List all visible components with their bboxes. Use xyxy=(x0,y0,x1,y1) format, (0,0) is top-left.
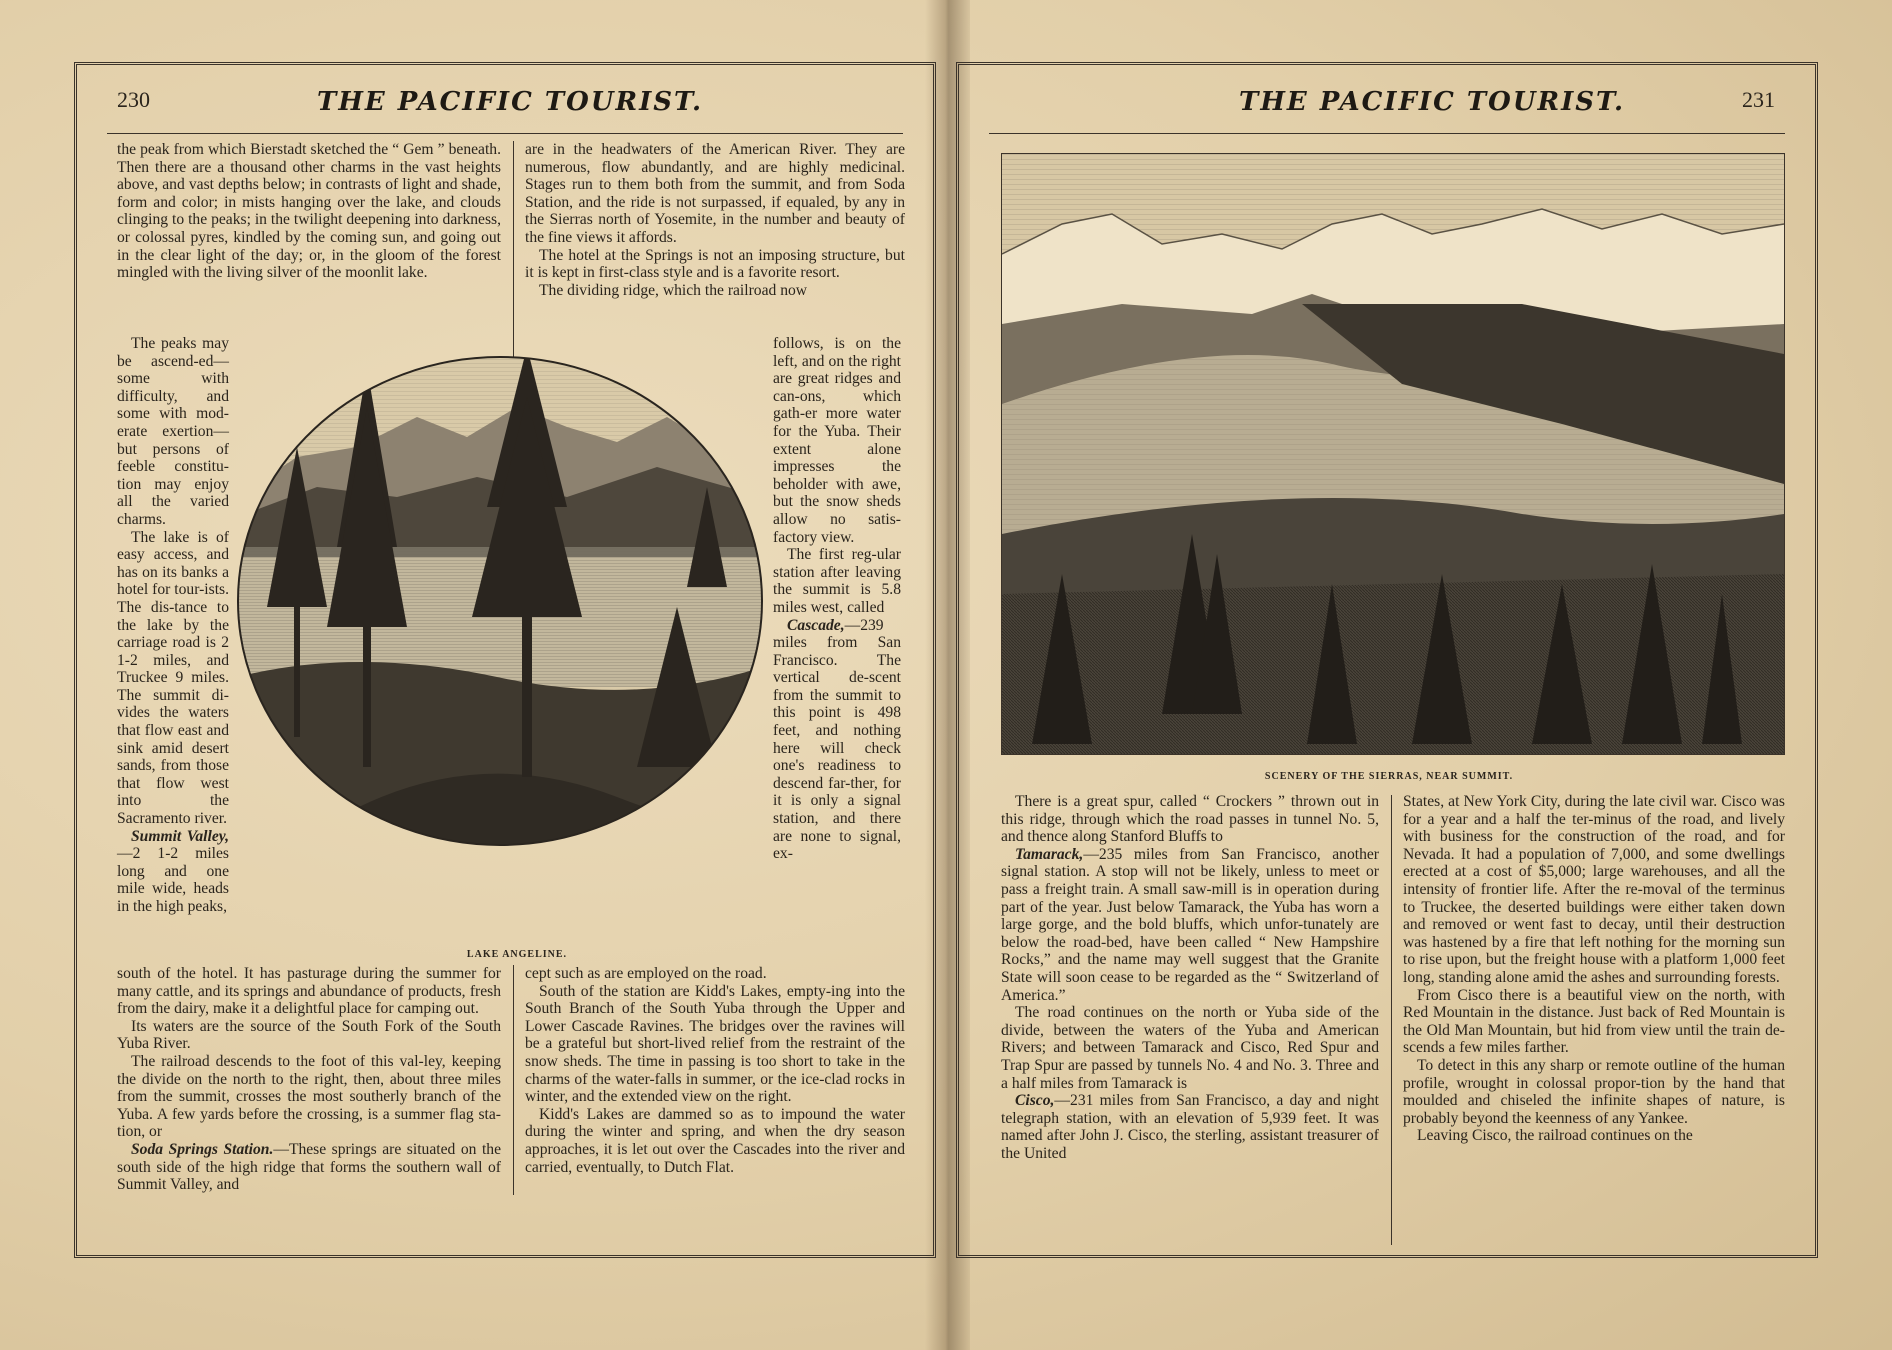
paragraph: The peaks may be ascend-ed—some with difficulty, and some with mod-erate exertion—but persons of feeble constitu-tion may enjoy all the varied charms. xyxy=(117,335,229,528)
column-1 xyxy=(1001,793,1379,1248)
station-heading: Tamarack, xyxy=(1015,845,1084,863)
running-title: THE PACIFIC TOURIST. xyxy=(317,87,704,117)
paragraph: The road continues on the north or Yuba side of the divide, between the waters of the Yuba and American Rivers; and between Tamarack and Cisco, Red Spur and Trap Spur are passed by tunnels No. 4 and No. 3. Three and a half miles from Tamarack is xyxy=(1001,1004,1379,1092)
column-1-top xyxy=(117,141,501,331)
paragraph: The first reg-ular station after leaving the summit is 5.8 miles west, called xyxy=(773,546,901,616)
paragraph: South of the station are Kidd's Lakes, empty-ing into the South Branch of the South Yuba through the Upper and Lower Cascade Ravines. The bridges over the ravines will be a grateful but short-lived relief from the restraint of the snow sheds. The time in passing is too short to take in the charms of the water-falls in summer, or the ice-clad rocks in winter, and the extended view on the right. xyxy=(525,982,905,1106)
page-number: 231 xyxy=(1742,87,1775,112)
header-rule xyxy=(107,133,903,134)
paragraph: the peak from which Bierstadt sketched the “ Gem ” beneath. Then there are a thousand other charms in the vast heights above, and vast depths below; in contrasts of light and shade, form and color; in mists hanging over the lake, and clouds clinging to the peaks; in the twilight deepening into darkness, or colossal pyres, kindled by the coming sun, and going out in the clear light of the day; or, in the gloom of the forest mingled with the living silver of the moonlit lake. xyxy=(117,141,501,282)
page-number: 230 xyxy=(117,87,150,112)
station-text: —231 miles from San Francisco, a day and night telegraph station, with an elevation of 5,939 feet. It was named after John J. Cisco, the sterling, assistant treasurer of the United xyxy=(1001,1092,1379,1162)
paragraph: Leaving Cisco, the railroad continues on the xyxy=(1417,1127,1693,1145)
paragraph: south of the hotel. It has pasturage during the summer for many cattle, and its springs and abundance of products, fresh from the dairy, make it a delightful place for camping out. xyxy=(117,965,501,1018)
narrow-column-left xyxy=(117,335,229,915)
paragraph: Kidd's Lakes are dammed so as to impound the water during the winter and spring, and when the dry season approaches, it is let out over the Cascades into the river and carried, eventually, to Dutch Flat. xyxy=(525,1105,905,1176)
column-1-bottom xyxy=(117,965,501,1265)
paragraph: The dividing ridge, which the railroad now xyxy=(539,281,808,299)
left-page-header xyxy=(107,87,903,123)
station-heading: Summit Valley, xyxy=(131,827,229,845)
illustration-caption: LAKE ANGELINE. xyxy=(466,949,568,960)
paragraph: Its waters are the source of the South Fork of the South Yuba River. xyxy=(117,1017,501,1053)
column-2-top xyxy=(525,141,905,351)
station-text: —2 1-2 miles long and one mile wide, heads in the high peaks, xyxy=(117,845,229,915)
left-page xyxy=(74,62,936,1258)
header-rule xyxy=(989,133,1785,134)
paragraph: The hotel at the Springs is not an imposing structure, but it is kept in first-class style and is a favorite resort. xyxy=(525,246,905,282)
paragraph: The lake is of easy access, and has on its banks a hotel for tour-ists. The dis-tance to the lake by the carriage road is 2 1-2 miles, and Truckee 9 miles. The summit di-vides the waters that flow east and sink amid desert sands, from those that flow west into the Sacramento river. xyxy=(117,528,229,828)
paragraph: cept such as are employed on the road. xyxy=(525,965,767,982)
column-2-bottom xyxy=(525,965,905,1265)
station-text: —These springs are situated on the south side of the high ridge that forms the southern wall of Summit Valley, and xyxy=(117,1140,501,1194)
paragraph: The railroad descends to the foot of this val-ley, keeping the divide on the north to the right, then, about three miles from the summit, crosses the most southerly branch of the Yuba. A few yards before the crossing, is a summer flag sta-tion, or xyxy=(117,1052,501,1141)
paragraph: are in the headwaters of the American River. They are numerous, flow abundantly, and are highly medicinal. Stages run to them both from the summit, and from Soda Station, and the ride is not surpassed, if equaled, by any in the Sierras north of Yosemite, in the number and beauty of the fine views it affords. xyxy=(525,141,905,246)
paragraph: States, at New York City, during the late civil war. Cisco was for a year and a half the ter-minus of the road, and lively with business for the construction of the road, and for Nevada. It had a population of 7,000, and some dwellings erected at a cost of $5,000; large warehouses, and all the intensity of frontier life. After the re-moval of the terminus to Truckee, the deserted buildings were either taken down and removed or went fast to decay, until their destruction was hastened by a fire that left nothing for the morning sun to rise upon, but the freight house with a platform 1,000 feet long, standing alone amid the ashes and surrounding forests. xyxy=(1403,793,1785,986)
narrow-column-right xyxy=(649,335,901,863)
column-divider xyxy=(513,965,514,1195)
paragraph: From Cisco there is a beautiful view on the north, with Red Mountain in the distance. Just back of Red Mountain is the Old Man Mountain, but hid from view until the train de-scends a few miles farther. xyxy=(1403,986,1785,1057)
station-text: —235 miles from San Francisco, another signal station. A stop will not be likely, unless to meet or pass a freight train. A small saw-mill is in operation during part of the year. Just below Tamarack, the Yuba has worn a large gorge, and the bold bluffs, which unfor-tunately are below the road-bed, have been called “ New Hampshire Rocks,” and the name may well suggest that the Granite State will soon cease to be regarded as the “ Switzerland of America.” xyxy=(1001,845,1379,1004)
column-2 xyxy=(1403,793,1785,1248)
station-heading: Cascade, xyxy=(787,616,845,634)
right-page xyxy=(956,62,1818,1258)
paragraph: There is a great spur, called “ Crockers ” thrown out in this ridge, through which the road passes in tunnel No. 5, and thence along Stanford Bluffs to xyxy=(1001,793,1379,846)
illustration-caption: SCENERY OF THE SIERRAS, NEAR SUMMIT. xyxy=(1264,771,1514,782)
column-divider xyxy=(1391,795,1392,1245)
sierras-scenery-illustration xyxy=(1001,153,1785,755)
station-heading: Cisco, xyxy=(1015,1092,1055,1110)
paragraph: To detect in this any sharp or remote outline of the human profile, wrought in colossal propor-tion by the hand that moulded and chiseled the infinite shapes of nature, is probably beyond the keenness of any Yankee. xyxy=(1403,1056,1785,1127)
running-title: THE PACIFIC TOURIST. xyxy=(1239,87,1626,117)
right-page-header xyxy=(989,87,1785,123)
station-heading: Soda Springs Station. xyxy=(131,1140,274,1158)
paragraph: follows, is on the left, and on the right are great ridges and can-ons, which gath-er more water for the Yuba. Their extent alone impresses the beholder with awe, but the snow sheds allow no satis-factory view. xyxy=(773,335,901,546)
station-text: —239 miles from San Francisco. The vertical de-scent from the summit to this point is 498 feet, and nothing here will check one's readiness to descend far-ther, for it is only a signal station, and there are none to signal, ex- xyxy=(773,616,901,863)
